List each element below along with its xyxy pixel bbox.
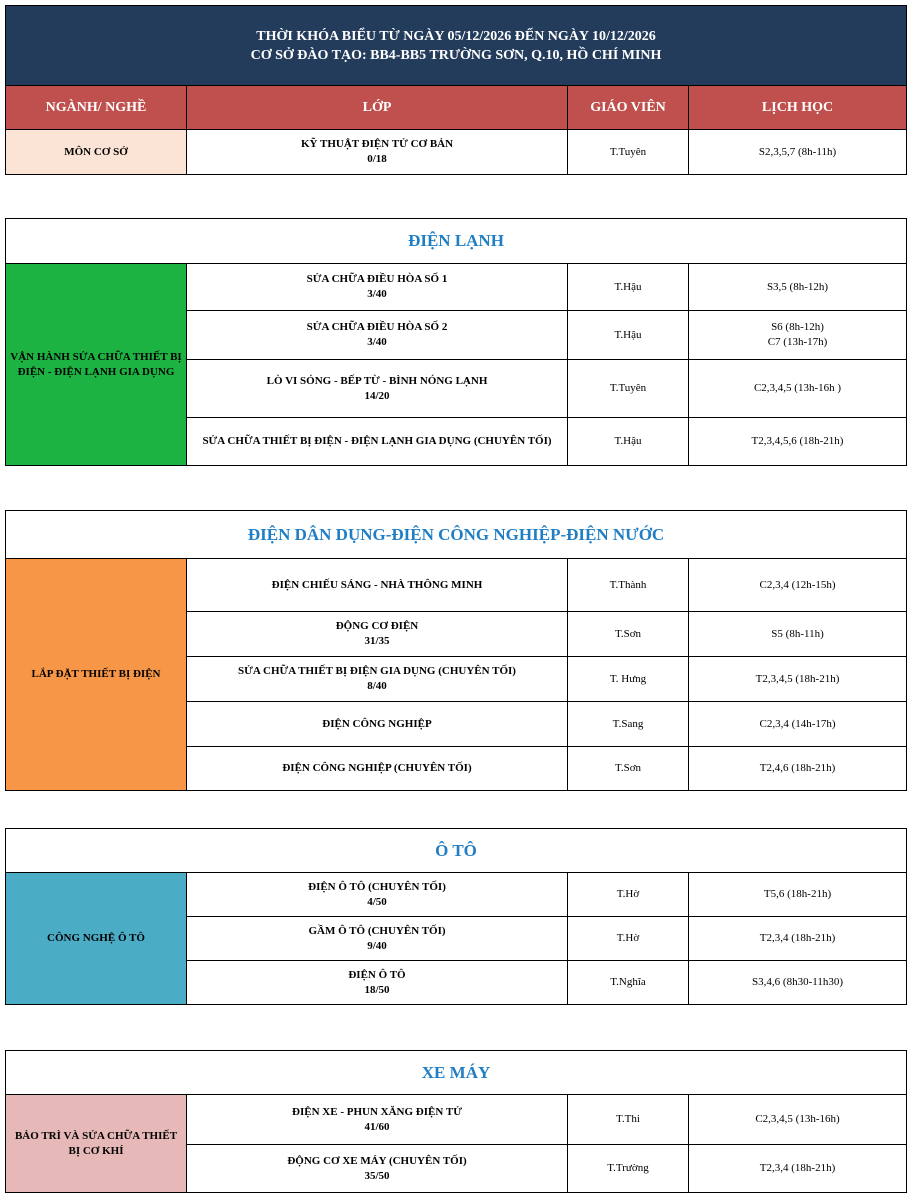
teacher-cell: T.Tuyên [568,360,689,418]
schedule-cell [689,873,907,917]
category-cell: VẬN HÀNH SỬA CHỮA THIẾT BỊ ĐIỆN - ĐIỆN LẠNH GIA DỤNG [6,264,187,466]
class-count: 31/35 [364,635,390,647]
class-name: ĐIỆN XE - PHUN XĂNG ĐIỆN TỬ [292,1105,462,1118]
schedule-line: S6 (8h-12h) [771,321,824,333]
class-cell [187,917,568,961]
category-cell: MÔN CƠ SỞ [6,130,187,175]
class-cell [187,1095,568,1145]
class-count: 0/18 [367,153,387,165]
schedule-line: S3,4,6 (8h30-11h30) [752,976,843,988]
class-name: GẦM Ô TÔ (CHUYÊN TỐI) [308,924,446,937]
class-name: ĐIỆN Ô TÔ [348,968,406,981]
schedule-line: C2,3,4,5 (13h-16h ) [753,382,842,394]
schedule-header-table [5,5,907,175]
column-header-teacher: GIÁO VIÊN [568,86,689,130]
schedule-cell [689,747,907,791]
class-cell [187,747,568,791]
teacher-cell: T.Tuyên [568,130,689,175]
teacher-cell: T.Sơn [568,747,689,791]
class-name: ĐIỆN Ô TÔ (CHUYÊN TỐI) [308,880,446,893]
class-cell [187,130,568,175]
section-xe-may [5,1050,907,1193]
class-name: ĐIỆN CÔNG NGHIỆP (CHUYÊN TỐI) [282,762,472,774]
teacher-cell: T. Hưng [568,657,689,702]
schedule-cell [689,311,907,360]
class-name: ĐIỆN CÔNG NGHIỆP [322,717,432,730]
section-dien-dan-dung [5,510,907,791]
schedule-line: T5,6 (18h-21h) [763,888,832,900]
schedule-cell [689,418,907,466]
class-name: SỬA CHỮA THIẾT BỊ ĐIỆN GIA DỤNG (CHUYÊN TỐI) [238,665,516,677]
class-count: 14/20 [364,389,390,402]
schedule-cell [689,559,907,612]
class-count: 9/40 [367,939,387,952]
class-count: 18/50 [364,983,390,996]
schedule-line: C2,3,4 (12h-15h) [759,578,836,591]
class-cell [187,657,568,702]
column-header-class: LỚP [187,86,568,130]
teacher-cell: T.Nghĩa [568,961,689,1005]
class-name: ĐIỆN CHIẾU SÁNG - NHÀ THÔNG MINH [271,578,483,591]
section-title: ĐIỆN LẠNH [6,219,907,264]
section-o-to [5,828,907,1005]
title-line-2: CƠ SỞ ĐÀO TẠO: BB4-BB5 TRƯỜNG SƠN, Q.10, HỒ CHÍ MINH [250,47,662,63]
class-cell [187,418,568,466]
class-name: ĐỘNG CƠ XE MÁY (CHUYÊN TỐI) [287,1154,467,1167]
class-count: 3/40 [367,336,387,348]
class-cell [187,612,568,657]
teacher-cell: T.Hậu [568,311,689,360]
category-cell: BẢO TRÌ VÀ SỬA CHỮA THIẾT BỊ CƠ KHÍ [6,1095,187,1193]
schedule-cell [689,961,907,1005]
section-title: Ô TÔ [6,829,907,873]
title-line-1: THỜI KHÓA BIỂU TỪ NGÀY 05/12/2026 ĐẾN NGÀY 10/12/2026 [256,28,656,44]
teacher-cell: T.Sang [568,702,689,747]
schedule-line: T2,3,4 (18h-21h) [759,1162,836,1174]
schedule-line: C2,3,4,5 (13h-16h) [755,1113,840,1125]
class-cell [187,311,568,360]
teacher-cell: T.Thành [568,559,689,612]
schedule-cell [689,1095,907,1145]
category-cell: LẮP ĐẶT THIẾT BỊ ĐIỆN [6,559,187,791]
teacher-cell: T.Hậu [568,264,689,311]
schedule-cell [689,917,907,961]
schedule-title [6,6,907,86]
teacher-cell: T.Trường [568,1145,689,1193]
teacher-cell: T.Hờ [568,873,689,917]
class-count: 4/50 [367,895,387,908]
schedule-line: C2,3,4 (14h-17h) [759,717,836,730]
schedule-line: S3,5 (8h-12h) [766,280,829,293]
column-header-schedule: LỊCH HỌC [689,86,907,130]
schedule-cell [689,702,907,747]
schedule-cell [689,657,907,702]
class-cell [187,559,568,612]
schedule-cell [689,264,907,311]
schedule-line: T2,4,6 (18h-21h) [759,762,836,774]
teacher-cell: T.Thi [568,1095,689,1145]
schedule-line: T2,3,4,5 (18h-21h) [755,672,840,685]
class-cell [187,360,568,418]
teacher-cell: T.Hậu [568,418,689,466]
class-cell [187,961,568,1005]
column-header-category: NGÀNH/ NGHỀ [6,86,187,130]
category-cell: CÔNG NGHỆ Ô TÔ [6,873,187,1005]
class-name: SỬA CHỮA THIẾT BỊ ĐIỆN - ĐIỆN LẠNH GIA DỤNG (CHUYÊN TỐI) [202,435,552,447]
section-dien-lanh [5,218,907,466]
schedule-line: S5 (8h-11h) [771,627,824,640]
teacher-cell: T.Hờ [568,917,689,961]
class-count: 35/50 [364,1169,390,1182]
class-count: 3/40 [367,288,387,300]
class-cell [187,873,568,917]
class-name: SỬA CHỮA ĐIỀU HÒA SỐ 1 [306,273,448,285]
schedule-line: T2,3,4 (18h-21h) [759,932,836,944]
section-title: ĐIỆN DÂN DỤNG-ĐIỆN CÔNG NGHIỆP-ĐIỆN NƯỚC [6,511,907,559]
section-title: XE MÁY [6,1051,907,1095]
class-count: 8/40 [367,680,387,692]
class-name: LÒ VI SÓNG - BẾP TỪ - BÌNH NÓNG LẠNH [266,374,488,387]
schedule-cell [689,612,907,657]
teacher-cell: T.Sơn [568,612,689,657]
schedule-cell [689,360,907,418]
schedule-cell: S2,3,5,7 (8h-11h) [689,130,907,175]
class-count: 41/60 [364,1120,390,1133]
class-cell [187,264,568,311]
class-cell [187,702,568,747]
schedule-line: T2,3,4,5,6 (18h-21h) [751,435,844,447]
schedule-cell [689,1145,907,1193]
class-name: SỬA CHỮA ĐIỀU HÒA SỐ 2 [306,321,448,333]
class-name: ĐỘNG CƠ ĐIỆN [335,620,419,632]
class-name: KỸ THUẬT ĐIỆN TỬ CƠ BẢN [300,138,454,150]
class-cell [187,1145,568,1193]
schedule-line: C7 (13h-17h) [767,336,828,348]
